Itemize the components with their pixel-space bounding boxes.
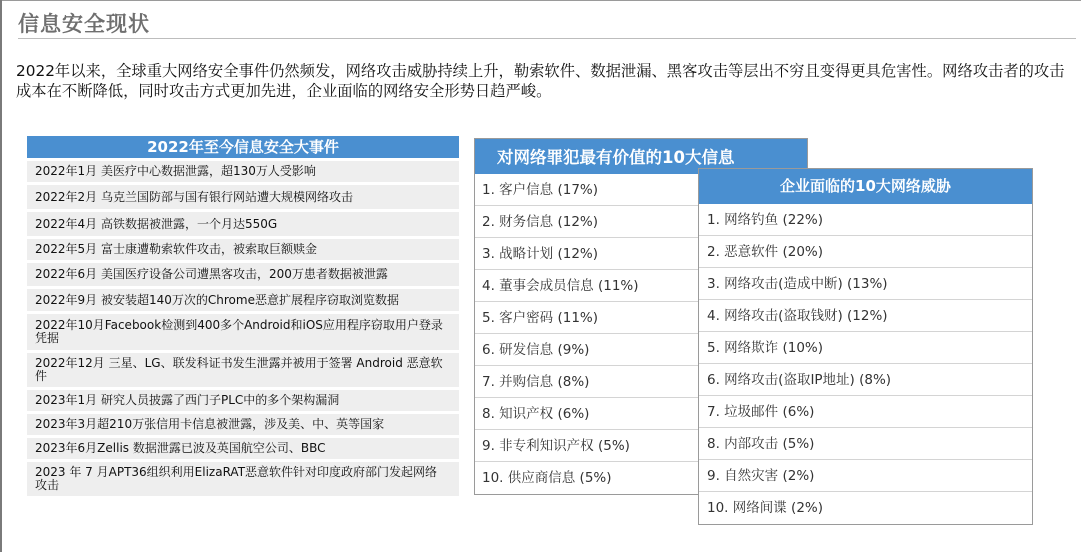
event-row: 2023年6月Zellis 数据泄露已波及英国航空公司、BBC [27,438,459,459]
frame-top-border [0,0,1081,1]
threat-item: 7. 垃圾邮件 (6%) [699,396,1032,428]
criminal-info-item: 3. 战略计划 (12%) [475,238,807,270]
criminal-info-item: 8. 知识产权 (6%) [475,398,807,430]
threat-item: 5. 网络欺诈 (10%) [699,332,1032,364]
enterprise-threats-card [698,168,1033,525]
criminal-info-item: 5. 客户密码 (11%) [475,302,807,334]
criminal-info-item: 2. 财务信息 (12%) [475,206,807,238]
threat-item: 1. 网络钓鱼 (22%) [699,204,1032,236]
event-row: 2023年3月超210万张信用卡信息被泄露，涉及美、中、英等国家 [27,414,459,435]
threat-item: 3. 网络攻击(造成中断) (13%) [699,268,1032,300]
enterprise-threats-header: 企业面临的10大网络威胁 [699,169,1032,204]
title-divider [18,38,1076,39]
threat-item: 4. 网络攻击(盗取钱财) (12%) [699,300,1032,332]
criminal-info-item: 9. 非专利知识产权 (5%) [475,430,807,462]
threat-item: 8. 内部攻击 (5%) [699,428,1032,460]
threat-item: 6. 网络攻击(盗取IP地址) (8%) [699,364,1032,396]
criminal-info-item: 1. 客户信息 (17%) [475,174,807,206]
event-row: 2022年2月 乌克兰国防部与国有银行网站遭大规模网络攻击 [27,185,459,209]
event-row: 2023年1月 研究人员披露了西门子PLC中的多个架构漏洞 [27,390,459,411]
events-table [27,136,459,496]
event-row: 2023 年 7 月APT36组织利用ElizaRAT恶意软件针对印度政府部门发起网络攻击 [27,462,459,496]
criminal-info-item: 6. 研发信息 (9%) [475,334,807,366]
event-row: 2022年12月 三星、LG、联发科证书发生泄露并被用于签署 Android 恶意软件 [27,353,459,387]
event-row: 2022年5月 富士康遭勒索软件攻击，被索取巨额赎金 [27,239,459,260]
page-title: 信息安全现状 [18,12,150,36]
events-table-header: 2022年至今信息安全大事件 [27,136,459,158]
criminal-info-item: 7. 并购信息 (8%) [475,366,807,398]
intro-paragraph: 2022年以来，全球重大网络安全事件仍然频发，网络攻击威胁持续上升，勒索软件、数据泄漏、黑客攻击等层出不穷且变得更具危害性。网络攻击者的攻击成本在不断降低，同时攻击方式更加先进，企业面临的网络安全形势日趋严峻。 [16,62,1065,100]
event-row: 2022年1月 美医疗中心数据泄露，超130万人受影响 [27,161,459,182]
criminal-info-item: 10. 供应商信息 (5%) [482,470,612,486]
event-row: 2022年9月 被安装超140万次的Chrome恶意扩展程序窃取浏览数据 [27,289,459,311]
threat-item: 2. 恶意软件 (20%) [699,236,1032,268]
criminal-info-item: 4. 董事会成员信息 (11%) [475,270,807,302]
threat-item: 10. 网络间谍 (2%) [707,500,824,516]
event-row: 2022年10月Facebook检测到400多个Android和iOS应用程序窃取用户登录凭据 [27,314,459,350]
event-row: 2022年6月 美国医疗设备公司遭黑客攻击，200万患者数据被泄露 [27,263,459,286]
frame-left-border [0,0,2,552]
event-row: 2022年4月 高铁数据被泄露，一个月达550G [27,212,459,236]
criminal-info-header: 对网络罪犯最有价值的10大信息 [475,139,807,174]
threat-item: 9. 自然灾害 (2%) [699,460,1032,492]
